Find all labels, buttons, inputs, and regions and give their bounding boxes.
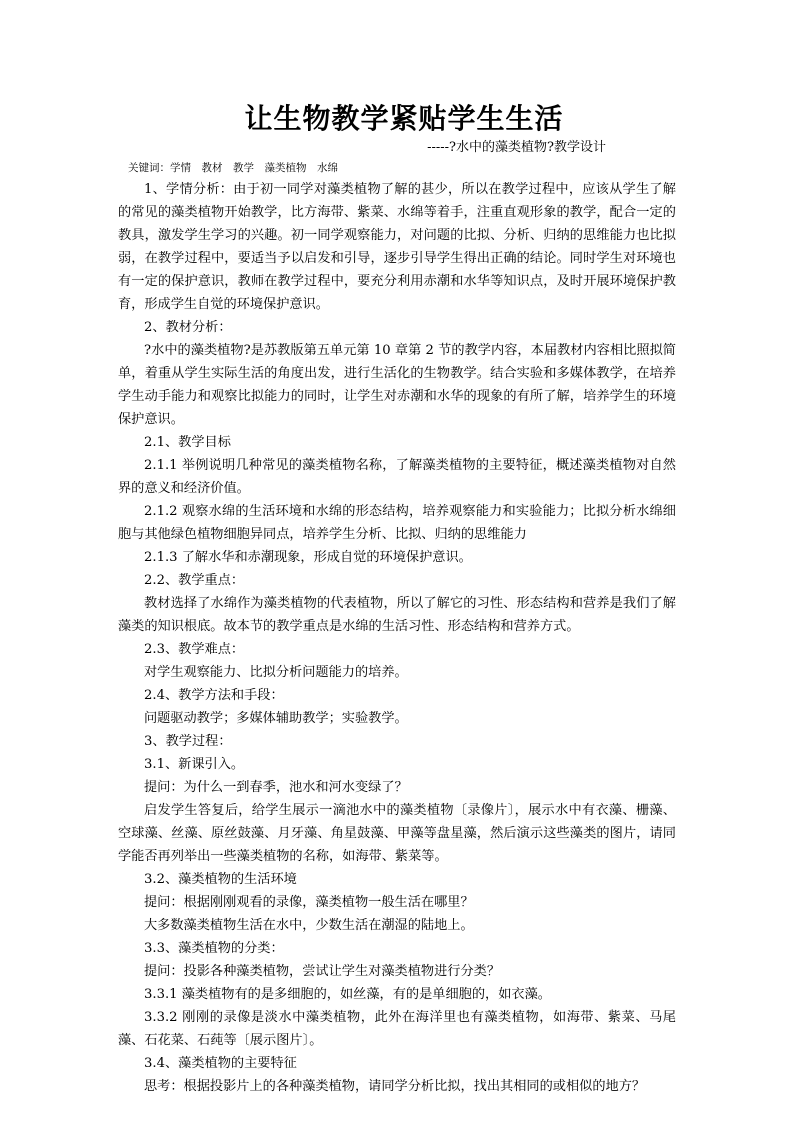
paragraph-goal-1: 2.1.1 举例说明几种常见的藻类植物名称，了解藻类植物的主要特征，概述藻类植物对自然界的意义和经济价值。 — [118, 458, 676, 496]
paragraph-learner-analysis: 1、学情分析：由于初一同学对藻类植物了解的甚少，所以在教学过程中，应该从学生了解的常见的藻类植物开始教学，比方海带、紫菜、水绵等着手，注重直观形象的教学，配合一定的教具，激发学生学习的兴趣。初一同学观察能力，对问题的比拟、分析、归纳的思维能力也比拟弱，在教学过程中，要适当予以启发和引导，逐步引导学生得出正确的结论。同时学生对环境也有一定的保护意识，教师在教学过程中，要充分利用赤潮和水华等知识点，及时开展环境保护教育，形成学生自觉的环境保护意识。 — [118, 182, 676, 312]
heading-habitat: 3.2、藻类植物的生活环境 — [144, 872, 297, 887]
paragraph-difficulties: 对学生观察能力、比拟分析问题能力的培养。 — [144, 665, 408, 680]
paragraph-textbook-analysis: ?水中的藻类植物?是苏教版第五单元第 10 章第 2 节的教学内容，本届教材内容相比照拟简单，着重从学生实际生活的角度出发，进行生活化的生物教学。结合实验和多媒体教学，在培养学生动手能力和观察比拟能力的同时，让学生对赤潮和水华的现象的有所了解，培养学生的环境保护意识。 — [118, 343, 676, 427]
paragraph-goal-3: 2.1.3 了解水华和赤潮现象，形成自觉的环境保护意识。 — [144, 550, 472, 565]
heading-teaching-goals: 2.1、教学目标 — [144, 435, 231, 450]
paragraph-question-2: 提问：根据刚刚观看的录像，藻类植物一般生活在哪里？ — [144, 895, 474, 910]
keywords-line: 关键词：学情 教材 教学 藻类植物 水绵 — [128, 162, 338, 174]
heading-methods: 2.4、教学方法和手段： — [144, 688, 284, 703]
paragraph-question-1: 提问：为什么一到春季，池水和河水变绿了？ — [144, 780, 408, 795]
document-page — [118, 100, 676, 1098]
paragraph-classification-2: 3.3.2 刚刚的录像是淡水中藻类植物，此外在海洋里也有藻类植物，如海带、紫菜、马尾藻、石花菜、石莼等〔展示图片〕。 — [118, 1010, 676, 1048]
heading-features: 3.4、藻类植物的主要特征 — [144, 1056, 297, 1071]
paragraph-question-3: 提问：投影各种藻类植物，尝试让学生对藻类植物进行分类？ — [144, 964, 501, 979]
heading-classification: 3.3、藻类植物的分类： — [144, 941, 284, 956]
heading-process: 3、教学过程： — [144, 734, 232, 749]
heading-introduction: 3.1、新课引入。 — [144, 757, 245, 772]
heading-key-points: 2.2、教学重点： — [144, 573, 245, 588]
paragraph-methods: 问题驱动教学；多媒体辅助教学；实验教学。 — [144, 711, 408, 726]
document-title: 让生物教学紧贴学生生活 — [244, 102, 564, 135]
heading-difficulties: 2.3、教学难点： — [144, 642, 245, 657]
heading-textbook-analysis: 2、教材分析： — [144, 320, 232, 335]
paragraph-video: 启发学生答复后，给学生展示一滴池水中的藻类植物〔录像片〕，展示水中有衣藻、栅藻、空球藻、丝藻、原丝鼓藻、月牙藻、角星鼓藻、甲藻等盘星藻，然后演示这些藻类的图片，请同学能否再列举出一些藻类植物的名称，如海带、紫菜等。 — [118, 803, 676, 864]
paragraph-key-points: 教材选择了水绵作为藻类植物的代表植物，所以了解它的习性、形态结构和营养是我们了解藻类的知识根底。故本节的教学重点是水绵的生活习性、形态结构和营养方式。 — [118, 596, 676, 634]
paragraph-answer-2: 大多数藻类植物生活在水中，少数生活在潮湿的陆地上。 — [144, 918, 474, 933]
paragraph-classification-1: 3.3.1 藻类植物有的是多细胞的，如丝藻，有的是单细胞的，如衣藻。 — [144, 987, 551, 1002]
document-subtitle: -----?水中的藻类植物?教学设计 — [427, 140, 606, 155]
paragraph-think: 思考：根据投影片上的各种藻类植物，请同学分析比拟，找出其相同的或相似的地方？ — [144, 1079, 646, 1094]
paragraph-goal-2: 2.1.2 观察水绵的生活环境和水绵的形态结构，培养观察能力和实验能力；比拟分析水绵细胞与其他绿色植物细胞异同点，培养学生分析、比拟、归纳的思维能力 — [118, 504, 676, 542]
